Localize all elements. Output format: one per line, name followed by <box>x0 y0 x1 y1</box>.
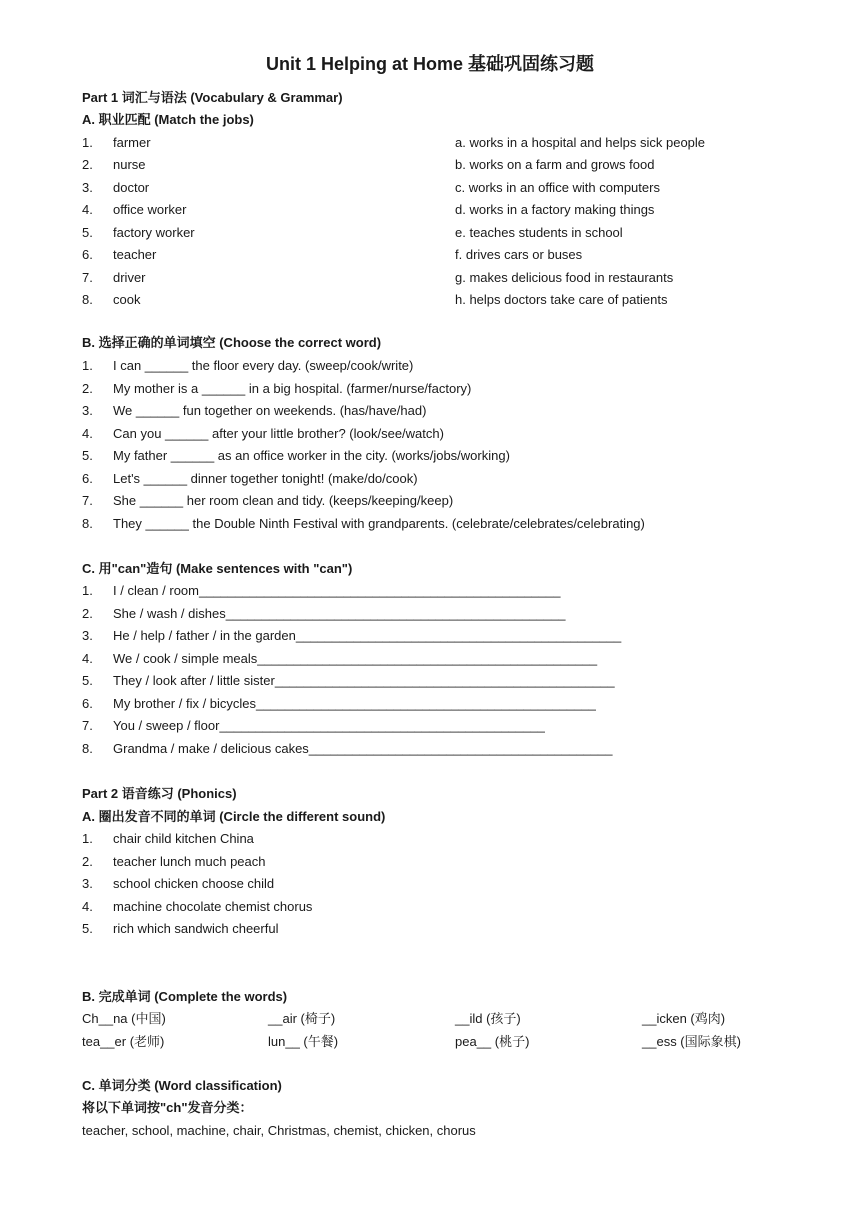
list-number: 6. <box>82 471 93 486</box>
sentence-prompt: We / cook / simple meals_______________________________________________ <box>113 651 598 666</box>
word-blank: Ch__na (中国) <box>82 1011 166 1026</box>
sentence-prompt: She / wash / dishes_______________________________________________ <box>113 606 566 621</box>
word-blank: __ild (孩子) <box>455 1011 521 1026</box>
sentence-prompt: You / sweep / floor_____________________________________________ <box>113 718 545 733</box>
job-definition: g. makes delicious food in restaurants <box>455 270 674 285</box>
job-word: factory worker <box>113 225 195 240</box>
word-blank: __icken (鸡肉) <box>642 1011 726 1026</box>
page-title: Unit 1 Helping at Home 基础巩固练习题 <box>265 54 595 74</box>
sentence-prompt: I / clean / room__________________________________________________ <box>113 583 561 598</box>
classification-words: teacher, school, machine, chair, Christmas, chemist, chicken, chorus <box>82 1123 476 1138</box>
list-number: 6. <box>82 696 93 711</box>
fill-blank-sentence: She ______ her room clean and tidy. (keeps/keeping/keep) <box>113 493 454 508</box>
fill-blank-sentence: I can ______ the floor every day. (sweep/cook/write) <box>113 358 414 373</box>
part2-b-heading: B. 完成单词 (Complete the words) <box>82 989 288 1004</box>
sentence-prompt: Grandma / make / delicious cakes__________________________________________ <box>113 741 613 756</box>
part2-a-heading: A. 圈出发音不同的单词 (Circle the different sound) <box>82 809 386 824</box>
fill-blank-sentence: My father ______ as an office worker in the city. (works/jobs/working) <box>113 448 510 463</box>
part1-heading: Part 1 词汇与语法 (Vocabulary & Grammar) <box>82 90 343 105</box>
job-definition: h. helps doctors take care of patients <box>455 292 668 307</box>
list-number: 5. <box>82 673 93 688</box>
list-number: 6. <box>82 247 93 262</box>
list-number: 3. <box>82 403 93 418</box>
list-number: 8. <box>82 292 93 307</box>
word-group: rich which sandwich cheerful <box>113 921 279 936</box>
list-number: 5. <box>82 448 93 463</box>
part1-a-heading: A. 职业匹配 (Match the jobs) <box>82 112 254 127</box>
job-word: cook <box>113 292 141 307</box>
word-blank: tea__er (老师) <box>82 1034 165 1049</box>
job-definition: c. works in an office with computers <box>455 180 660 195</box>
part1-b-heading: B. 选择正确的单词填空 (Choose the correct word) <box>82 335 382 350</box>
list-number: 1. <box>82 135 93 150</box>
job-definition: b. works on a farm and grows food <box>455 157 655 172</box>
job-word: driver <box>113 270 146 285</box>
part2-c-heading: C. 单词分类 (Word classification) <box>82 1078 282 1093</box>
list-number: 4. <box>82 651 93 666</box>
job-word: doctor <box>113 180 150 195</box>
list-number: 7. <box>82 493 93 508</box>
job-word: farmer <box>113 135 151 150</box>
word-group: school chicken choose child <box>113 876 275 891</box>
list-number: 2. <box>82 157 93 172</box>
sentence-prompt: He / help / father / in the garden_____________________________________________ <box>113 628 622 643</box>
list-number: 2. <box>82 854 93 869</box>
sentence-prompt: My brother / fix / bicycles_______________________________________________ <box>113 696 596 711</box>
fill-blank-sentence: Let's ______ dinner together tonight! (make/do/cook) <box>113 471 418 486</box>
word-blank: lun__ (午餐) <box>268 1034 339 1049</box>
list-number: 7. <box>82 718 93 733</box>
word-group: machine chocolate chemist chorus <box>113 899 313 914</box>
list-number: 1. <box>82 831 93 846</box>
job-definition: f. drives cars or buses <box>455 247 583 262</box>
list-number: 4. <box>82 899 93 914</box>
job-definition: d. works in a factory making things <box>455 202 655 217</box>
list-number: 2. <box>82 606 93 621</box>
list-number: 4. <box>82 426 93 441</box>
list-number: 3. <box>82 628 93 643</box>
list-number: 5. <box>82 225 93 240</box>
job-word: teacher <box>113 247 157 262</box>
list-number: 3. <box>82 180 93 195</box>
sentence-prompt: They / look after / little sister_______________________________________________ <box>113 673 615 688</box>
job-word: nurse <box>113 157 146 172</box>
list-number: 8. <box>82 516 93 531</box>
word-blank: __air (椅子) <box>268 1011 336 1026</box>
list-number: 7. <box>82 270 93 285</box>
list-number: 5. <box>82 921 93 936</box>
word-group: chair child kitchen China <box>113 831 254 846</box>
job-definition: a. works in a hospital and helps sick people <box>455 135 706 150</box>
list-number: 2. <box>82 381 93 396</box>
job-definition: e. teaches students in school <box>455 225 623 240</box>
word-blank: pea__ (桃子) <box>455 1034 530 1049</box>
job-word: office worker <box>113 202 187 217</box>
fill-blank-sentence: We ______ fun together on weekends. (has/have/had) <box>113 403 427 418</box>
part2-heading: Part 2 语音练习 (Phonics) <box>82 786 237 801</box>
list-number: 4. <box>82 202 93 217</box>
list-number: 1. <box>82 583 93 598</box>
list-number: 1. <box>82 358 93 373</box>
word-group: teacher lunch much peach <box>113 854 266 869</box>
part1-c-heading: C. 用"can"造句 (Make sentences with "can") <box>82 561 353 576</box>
classification-instruction: 将以下单词按"ch"发音分类： <box>82 1100 253 1115</box>
word-blank: __ess (国际象棋) <box>642 1034 741 1049</box>
fill-blank-sentence: Can you ______ after your little brother? (look/see/watch) <box>113 426 444 441</box>
fill-blank-sentence: They ______ the Double Ninth Festival with grandparents. (celebrate/celebrates/celebrating) <box>113 516 645 531</box>
list-number: 8. <box>82 741 93 756</box>
list-number: 3. <box>82 876 93 891</box>
fill-blank-sentence: My mother is a ______ in a big hospital. (farmer/nurse/factory) <box>113 381 472 396</box>
